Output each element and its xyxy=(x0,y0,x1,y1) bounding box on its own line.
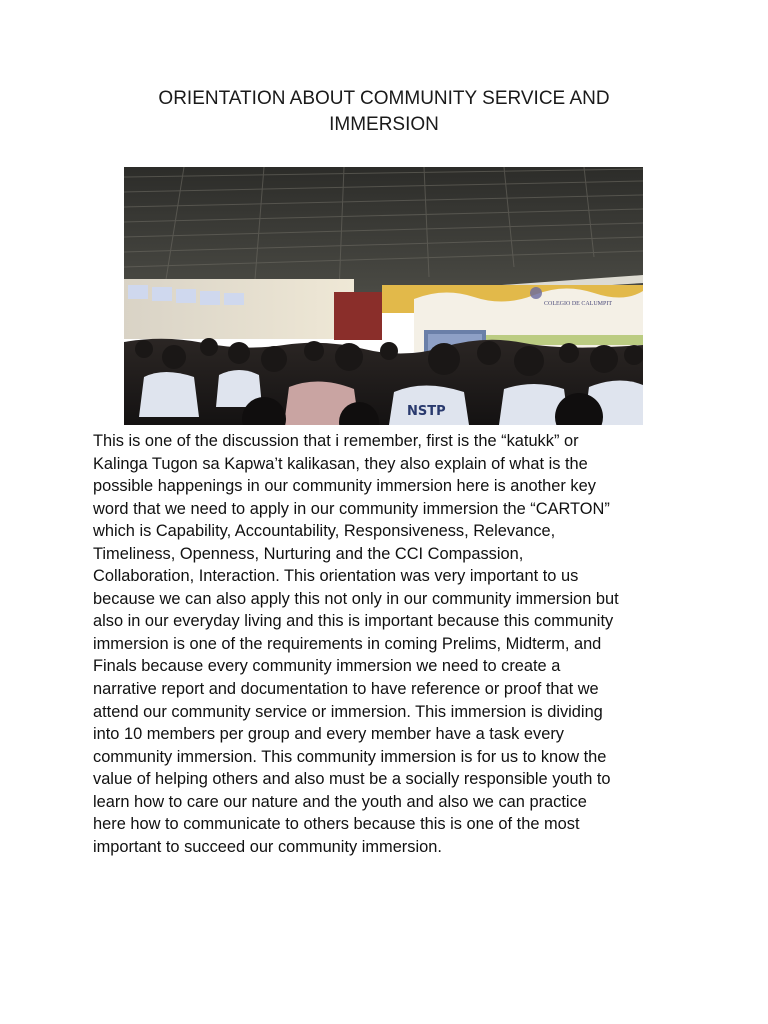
body-line: learn how to care our nature and the youth and also we can practice xyxy=(93,792,587,811)
body-paragraph xyxy=(93,430,683,858)
body-line: Timeliness, Openness, Nurturing and the CCI Compassion, xyxy=(93,544,524,563)
title-line-2: IMMERSION xyxy=(329,114,439,135)
body-line: also in our everyday living and this is important because this community xyxy=(93,612,614,631)
body-line: attend our community service or immersion. This immersion is dividing xyxy=(93,702,603,721)
body-line: because we can also apply this not only in our community immersion but xyxy=(93,589,619,608)
body-line: Finals because every community immersion we need to create a xyxy=(93,657,561,676)
body-line: community immersion. This community immersion is for us to know the xyxy=(93,747,607,766)
body-line: This is one of the discussion that i remember, first is the “katukk” or xyxy=(93,432,579,450)
shirt-print-text: NSTP xyxy=(407,404,446,419)
orientation-photo xyxy=(124,167,643,425)
body-line: immersion is one of the requirements in coming Prelims, Midterm, and xyxy=(93,634,602,653)
body-line: into 10 members per group and every member have a task every xyxy=(93,725,565,744)
body-line: here how to communicate to others because this is one of the most xyxy=(93,815,580,834)
title-line-1: ORIENTATION ABOUT COMMUNITY SERVICE AND xyxy=(158,88,610,109)
photo-illustration xyxy=(124,167,643,425)
document-title xyxy=(100,86,668,138)
body-line: important to succeed our community immersion. xyxy=(93,837,442,856)
school-seal-icon xyxy=(530,287,542,299)
body-line: possible happenings in our community immersion here is another key xyxy=(93,477,596,496)
body-line: Kalinga Tugon sa Kapwa’t kalikasan, they also explain of what is the xyxy=(93,454,588,473)
body-line: narrative report and documentation to have reference or proof that we xyxy=(93,680,599,699)
stage-red-wall xyxy=(334,292,382,340)
body-line: value of helping others and also must be a socially responsible youth to xyxy=(93,770,611,789)
banner-text: COLEGIO DE CALUMPIT xyxy=(544,301,612,307)
body-line: word that we need to apply in our community immersion the “CARTON” xyxy=(93,499,610,518)
body-line: Collaboration, Interaction. This orientation was very important to us xyxy=(93,567,579,586)
body-line: which is Capability, Accountability, Responsiveness, Relevance, xyxy=(93,522,556,541)
